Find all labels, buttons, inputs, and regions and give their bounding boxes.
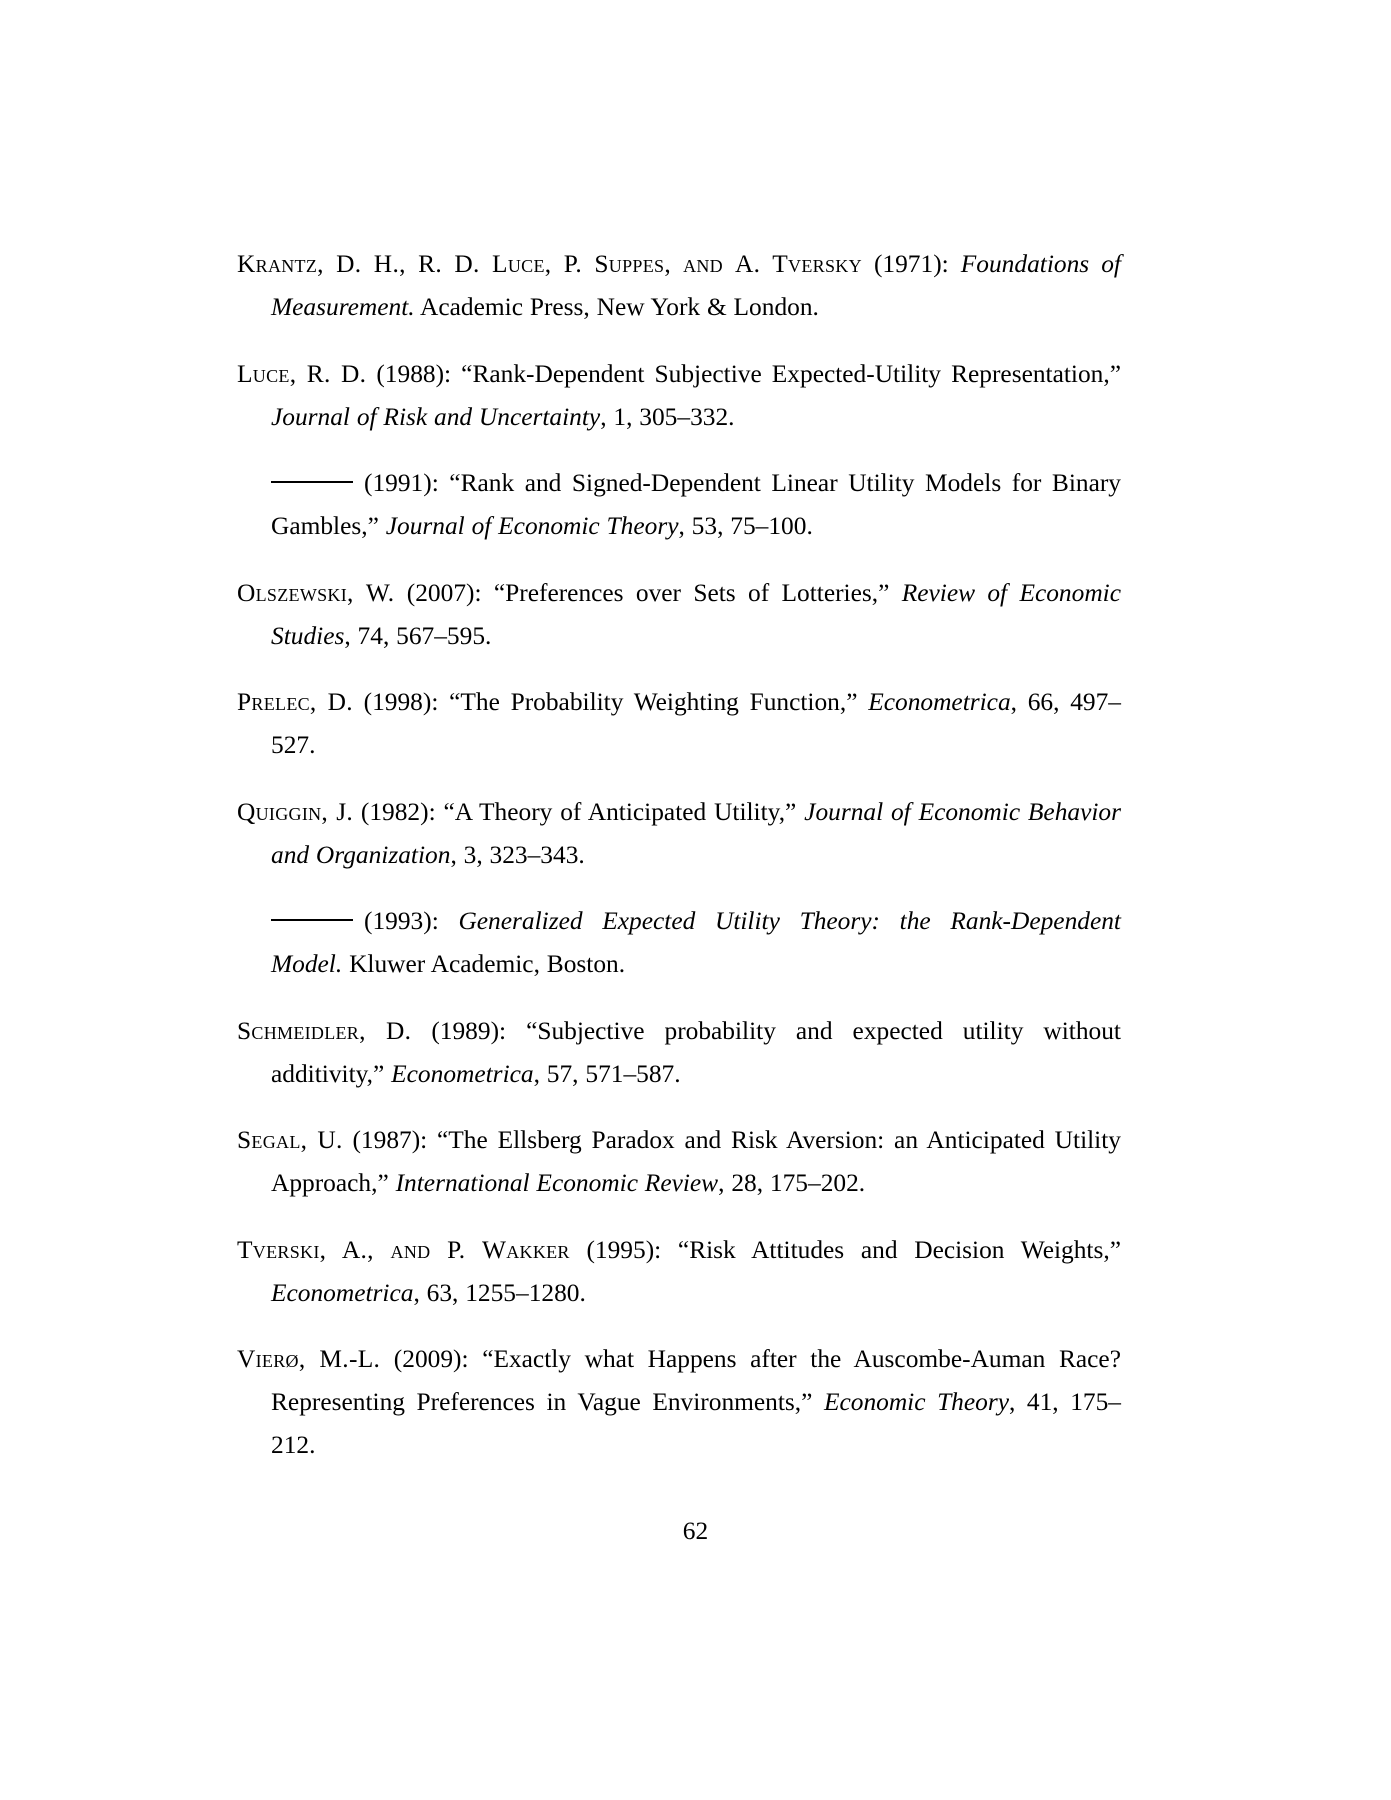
bibliography-entry <box>237 1229 1121 1315</box>
entry-journal: Econometrica <box>271 1278 414 1307</box>
entry-volume-pages: , 41, 175–212. <box>271 1388 1121 1459</box>
entry-title-quoted: “Rank-Dependent Subjective Expected-Utility Representation,” <box>461 359 1121 388</box>
entry-year: (1989): <box>431 1016 507 1045</box>
bibliography-entry <box>237 243 1121 329</box>
entry-journal: Journal of Risk and Uncertainty <box>271 402 601 431</box>
repeated-author-rule-icon <box>271 481 353 483</box>
entry-year: (1987): <box>352 1126 428 1154</box>
entry-title-italic: Foundations of Measurement. <box>271 250 1121 321</box>
entry-year: (1993): <box>364 907 439 935</box>
page-number: 62 <box>682 1517 709 1545</box>
entry-journal: Economic Theory <box>823 1388 1009 1416</box>
entry-year: (1971): <box>873 250 949 278</box>
entry-publisher: Academic Press, New York & London. <box>414 293 819 321</box>
entry-journal: Econometrica <box>868 688 1011 716</box>
entry-authors: Schmeidler, D. <box>237 1016 412 1045</box>
entry-authors-last: A. Tversky <box>735 250 862 278</box>
entry-volume-pages: , 74, 567–595. <box>344 621 492 650</box>
entry-authors: Vierø, M.-L. <box>237 1345 381 1373</box>
entry-authors: Luce, R. D. <box>237 359 367 388</box>
entry-year: (1998): <box>363 688 439 716</box>
entry-authors-last: P. Wakker <box>447 1235 570 1264</box>
bibliography-entry <box>237 462 1121 548</box>
entry-volume-pages: , 57, 571–587. <box>533 1059 681 1088</box>
bibliography-entry <box>237 572 1121 658</box>
entry-title-quoted: “Rank and Signed-Dependent Linear Utility Models for Binary Gambles,” <box>271 469 1121 540</box>
entry-title-quoted: “The Ellsberg Paradox and Risk Aversion: an Anticipated Utility Approach,” <box>271 1126 1121 1197</box>
bibliography-list <box>237 243 1121 1467</box>
entry-journal: Review of Economic Studies <box>271 578 1121 650</box>
entry-authors-connector: and <box>683 250 723 278</box>
entry-title-quoted: “Exactly what Happens after the Auscombe-Auman Race? Representing Preferences in Vague Environments,” <box>271 1345 1121 1416</box>
entry-volume-pages: , 66, 497–527. <box>271 688 1121 759</box>
entry-title-quoted: “A Theory of Anticipated Utility,” <box>443 797 797 826</box>
bibliography-entry <box>237 1119 1121 1205</box>
entry-volume-pages: , 1, 305–332. <box>600 402 735 431</box>
entry-authors: Prelec, D. <box>237 688 353 716</box>
entry-authors: Krantz, D. H., R. D. Luce, P. Suppes, <box>237 250 671 278</box>
entry-year: (2009): <box>393 1345 469 1373</box>
entry-authors: Segal, U. <box>237 1126 343 1154</box>
entry-year: (1988): <box>376 359 452 388</box>
bibliography-entry <box>237 1338 1121 1467</box>
bibliography-entry <box>237 791 1121 877</box>
entry-volume-pages: , 28, 175–202. <box>718 1169 866 1197</box>
entry-title-quoted: “Preferences over Sets of Lotteries,” <box>493 578 890 607</box>
entry-year: (1991): <box>364 469 439 497</box>
entry-authors: Olszewski, W. <box>237 578 395 607</box>
entry-year: (1982): <box>360 797 436 826</box>
repeated-author-rule-icon <box>271 919 353 921</box>
entry-title-italic: Generalized Expected Utility Theory: the Rank-Dependent Model. <box>271 907 1121 978</box>
entry-title-quoted: “The Probability Weighting Function,” <box>449 688 858 716</box>
entry-volume-pages: , 63, 1255–1280. <box>413 1278 586 1307</box>
bibliography-entry <box>237 900 1121 986</box>
entry-journal: Journal of Economic Behavior and Organization <box>271 797 1121 869</box>
entry-publisher: Kluwer Academic, Boston. <box>342 950 626 978</box>
entry-title-quoted: “Risk Attitudes and Decision Weights,” <box>677 1235 1121 1264</box>
entry-journal: Journal of Economic Theory <box>385 512 679 540</box>
bibliography-entry <box>237 353 1121 439</box>
entry-year: (2007): <box>406 578 482 607</box>
bibliography-entry <box>237 1010 1121 1096</box>
entry-year: (1995): <box>586 1235 662 1264</box>
entry-journal: Econometrica <box>391 1059 534 1088</box>
entry-authors: Tverski, A., <box>237 1235 374 1264</box>
entry-volume-pages: , 53, 75–100. <box>678 512 813 540</box>
entry-authors-connector: and <box>390 1235 431 1264</box>
entry-authors: Quiggin, J. <box>237 797 354 826</box>
entry-journal: International Economic Review <box>395 1169 719 1197</box>
bibliography-entry <box>237 681 1121 767</box>
entry-volume-pages: , 3, 323–343. <box>450 840 585 869</box>
entry-title-quoted: “Subjective probability and expected utility without additivity,” <box>271 1016 1121 1088</box>
